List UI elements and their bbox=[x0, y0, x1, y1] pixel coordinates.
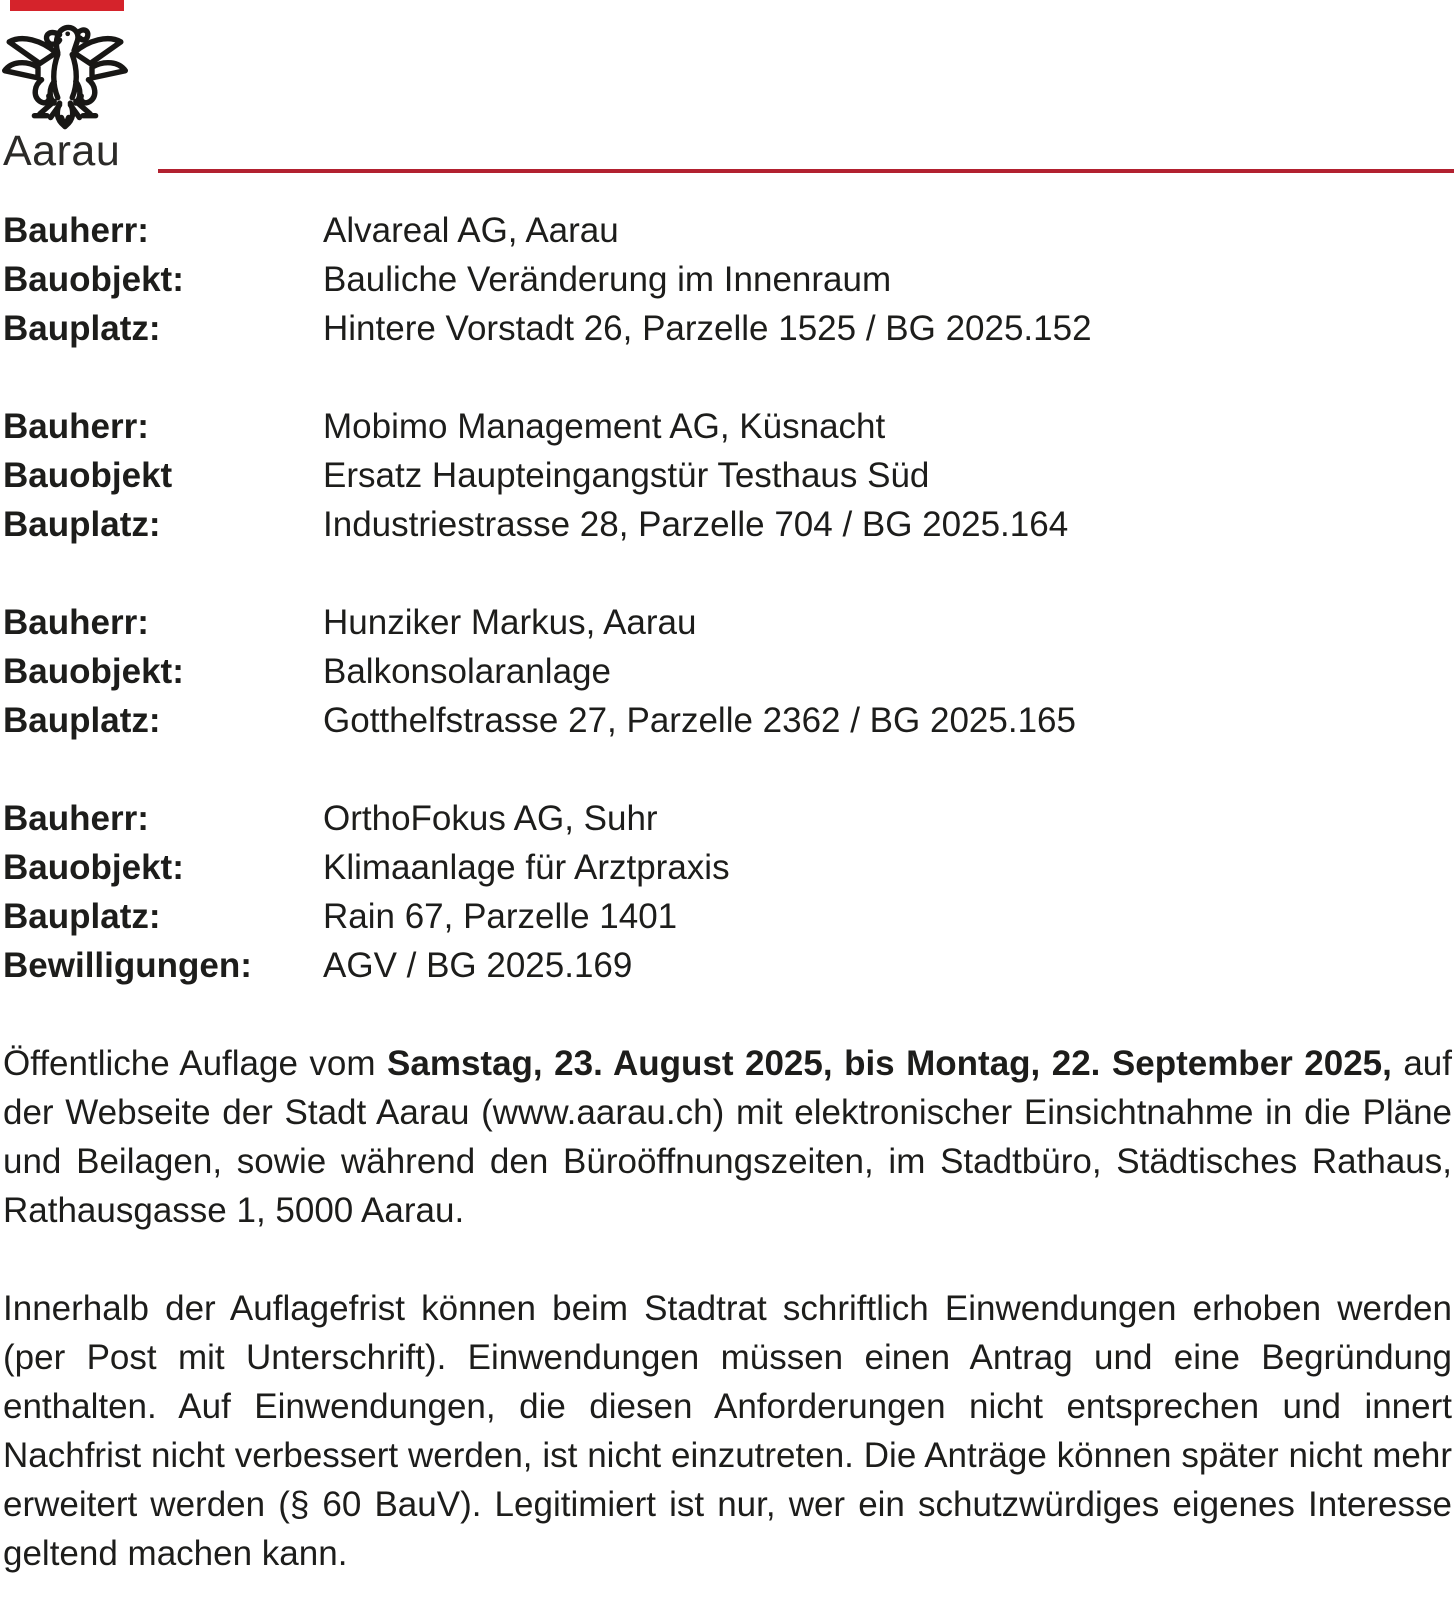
notice-content bbox=[0, 206, 1454, 1598]
notice-row bbox=[3, 843, 1452, 892]
notice-row bbox=[3, 892, 1452, 941]
notice-label: Bewilligungen: bbox=[3, 946, 252, 985]
notice-value: Hunziker Markus, Aarau bbox=[323, 603, 697, 642]
notice-row bbox=[3, 451, 1452, 500]
brand-header bbox=[0, 0, 1454, 206]
notice-value: Klimaanlage für Arztpraxis bbox=[323, 848, 730, 887]
notice-block bbox=[3, 598, 1452, 745]
notice-label: Bauobjekt: bbox=[3, 260, 184, 299]
notice-label: Bauobjekt: bbox=[3, 848, 184, 887]
objection-paragraph: Innerhalb der Auflagefrist können beim Stadtrat schriftlich Einwendungen erhoben werden (per Post mit Unterschrift). Einwendungen müssen einen Antrag und eine Begründung enthalten. Auf Einwendungen, die diesen Anforderungen nicht entsprechen und innert Nachfrist nicht verbessert werden, ist nicht einzutreten. Die Anträge können später nicht mehr erweitert werden (§ 60 BauV). Legitimiert ist nur, wer ein schutzwürdiges eigenes Interesse geltend machen kann. bbox=[3, 1289, 1452, 1573]
notice-value: Alvareal AG, Aarau bbox=[323, 211, 619, 250]
notice-label: Bauobjekt: bbox=[3, 652, 184, 691]
brand-wordmark: Aarau bbox=[3, 127, 121, 175]
aarau-eagle-icon bbox=[2, 22, 128, 132]
header-rule bbox=[158, 169, 1454, 173]
notice-row bbox=[3, 500, 1452, 549]
public-display-dates: Samstag, 23. August 2025, bis Montag, 22. September 2025, bbox=[387, 1044, 1392, 1083]
notice-block bbox=[3, 206, 1452, 353]
notice-row bbox=[3, 696, 1452, 745]
notice-value: Bauliche Veränderung im Innenraum bbox=[323, 260, 892, 299]
notice-value: Gotthelfstrasse 27, Parzelle 2362 / BG 2025.165 bbox=[323, 701, 1076, 740]
top-red-bar bbox=[10, 0, 124, 11]
public-display-text-suffix: auf der Webseite der Stadt Aarau (www.aarau.ch) mit elektronischer Einsichtnahme in die Pläne und Beilagen, sowie während den Büroöffnungszeiten, im Stadtbüro, Städtisches Rathaus, Rathausgasse 1, 5000 Aarau. bbox=[3, 1044, 1452, 1230]
notice-value: Balkonsolaranlage bbox=[323, 652, 611, 691]
notice-row bbox=[3, 598, 1452, 647]
notice-label: Bauplatz: bbox=[3, 505, 161, 544]
notice-label: Bauplatz: bbox=[3, 309, 161, 348]
notice-block bbox=[3, 794, 1452, 990]
public-display-text-prefix: Öffentliche Auflage vom bbox=[3, 1044, 388, 1083]
notice-row bbox=[3, 941, 1452, 990]
notice-row bbox=[3, 255, 1452, 304]
notice-value: AGV / BG 2025.169 bbox=[323, 946, 633, 985]
notice-label: Bauobjekt bbox=[3, 456, 173, 495]
notice-row bbox=[3, 304, 1452, 353]
notice-value: Hintere Vorstadt 26, Parzelle 1525 / BG 2025.152 bbox=[323, 309, 1092, 348]
notice-label: Bauherr: bbox=[3, 603, 149, 642]
notice-value: Ersatz Haupteingangstür Testhaus Süd bbox=[323, 456, 930, 495]
notice-value: Industriestrasse 28, Parzelle 704 / BG 2025.164 bbox=[323, 505, 1069, 544]
notice-label: Bauherr: bbox=[3, 211, 149, 250]
notice-value: OrthoFokus AG, Suhr bbox=[323, 799, 658, 838]
public-display-paragraph bbox=[3, 1039, 1452, 1235]
notice-value: Mobimo Management AG, Küsnacht bbox=[323, 407, 886, 446]
notice-label: Bauherr: bbox=[3, 407, 149, 446]
notice-block bbox=[3, 402, 1452, 549]
notice-row bbox=[3, 206, 1452, 255]
notice-row bbox=[3, 647, 1452, 696]
notice-label: Bauplatz: bbox=[3, 701, 161, 740]
notice-value: Rain 67, Parzelle 1401 bbox=[323, 897, 678, 936]
notice-row bbox=[3, 794, 1452, 843]
notice-row bbox=[3, 402, 1452, 451]
notice-label: Bauplatz: bbox=[3, 897, 161, 936]
notice-label: Bauherr: bbox=[3, 799, 149, 838]
